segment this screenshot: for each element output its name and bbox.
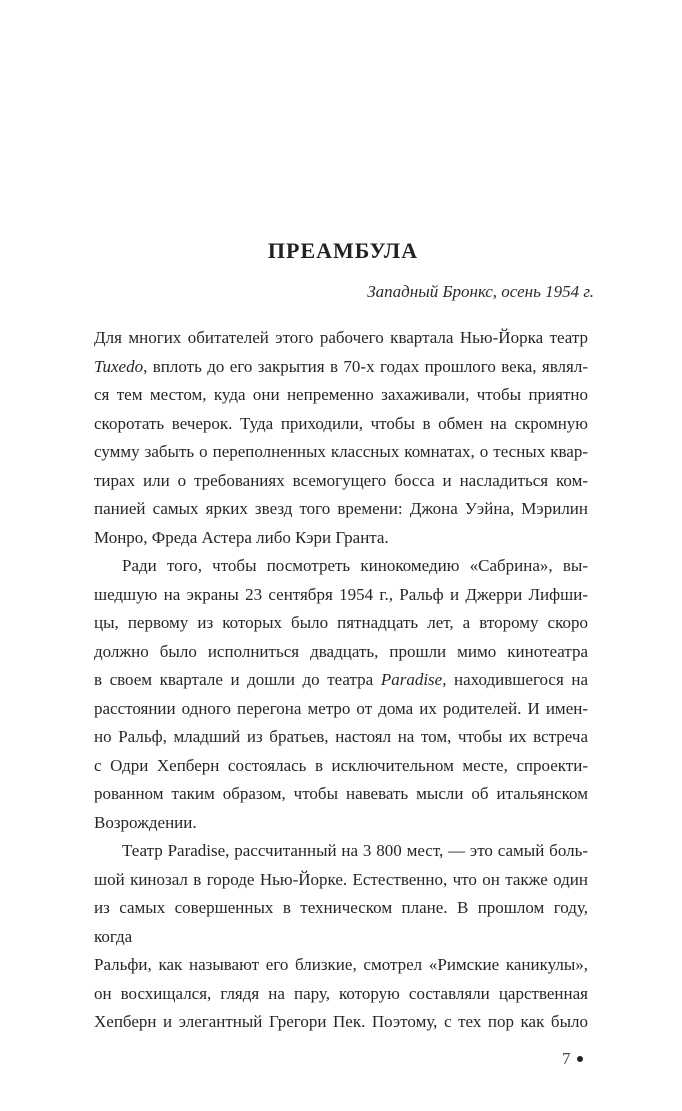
text-line: из самых совершенных в техническом плане. В прошлом году, когда — [94, 898, 588, 946]
text-line: Для многих обитателей этого рабочего квартала Нью-Йорка театр — [94, 328, 588, 347]
text-line: Хепберн и элегантный Грегори Пек. Поэтому, с тех пор как было — [94, 1012, 588, 1031]
page-number-text: 7 — [562, 1048, 571, 1068]
italic-title: Tuxedo — [94, 356, 144, 376]
text-line: ся тем местом, куда они непременно захаживали, чтобы приятно — [94, 385, 588, 404]
text-line: шой кинозал в городе Нью-Йорке. Естественно, что он также один — [94, 869, 588, 889]
text-line: Tuxedo, вплоть до его закрытия в 70-х годах прошлого века, являл- — [94, 356, 588, 376]
text-line: Ради того, чтобы посмотреть кинокомедию «Сабрина», вы- — [122, 556, 588, 575]
chapter-title: ПРЕАМБУЛА — [267, 238, 419, 263]
text-line: цы, первому из которых было пятнадцать лет, а второму скоро — [94, 613, 588, 632]
paragraph — [94, 837, 588, 1037]
text-line: должно было исполниться двадцать, прошли мимо кинотеатра — [94, 641, 588, 661]
text-line: Театр Paradise, рассчитанный на 3 800 мест, — это самый боль- — [122, 841, 588, 860]
text-line: Ральфи, как называют его близкие, смотрел «Римские каникулы», — [94, 955, 588, 974]
text-line: тирах или о требованиях всемогущего босса и насладиться ком- — [94, 470, 588, 490]
text-line: в своем квартале и дошли до театра Paradise, находившегося на — [94, 670, 588, 689]
text-line: сумму забыть о переполненных классных комнатах, о тесных квар- — [94, 442, 588, 461]
text-line: Возрождении. — [94, 812, 197, 832]
body-text — [94, 324, 588, 1037]
italic-title: Paradise — [380, 670, 443, 689]
text-line: панией самых ярких звезд того времени: Джона Уэйна, Мэрилин — [94, 499, 588, 518]
bullet-dot-icon — [577, 1056, 583, 1062]
page-number — [562, 1047, 682, 1071]
text-line: рованном таким образом, чтобы навевать мысли об итальянском — [94, 784, 588, 803]
text-line: но Ральф, младший из братьев, настоял на том, чтобы их встреча — [94, 727, 588, 746]
text-line: с Одри Хепберн состоялась в исключительном месте, спроекти- — [94, 755, 588, 775]
text-line: шедшую на экраны 23 сентября 1954 г., Ральф и Джерри Лифши- — [94, 584, 588, 604]
paragraph — [94, 552, 588, 837]
text-line: Монро, Фреда Астера либо Кэри Гранта. — [94, 527, 389, 547]
text-line: расстоянии одного перегона метро от дома их родителей. И имен- — [94, 698, 588, 718]
text-line: он восхищался, глядя на пару, которую составляли царственная — [94, 983, 588, 1003]
paragraph — [94, 324, 588, 552]
epigraph-place-date: Западный Бронкс, осень 1954 г. — [367, 282, 594, 301]
text-line: скоротать вечерок. Туда приходили, чтобы в обмен на скромную — [94, 413, 588, 433]
